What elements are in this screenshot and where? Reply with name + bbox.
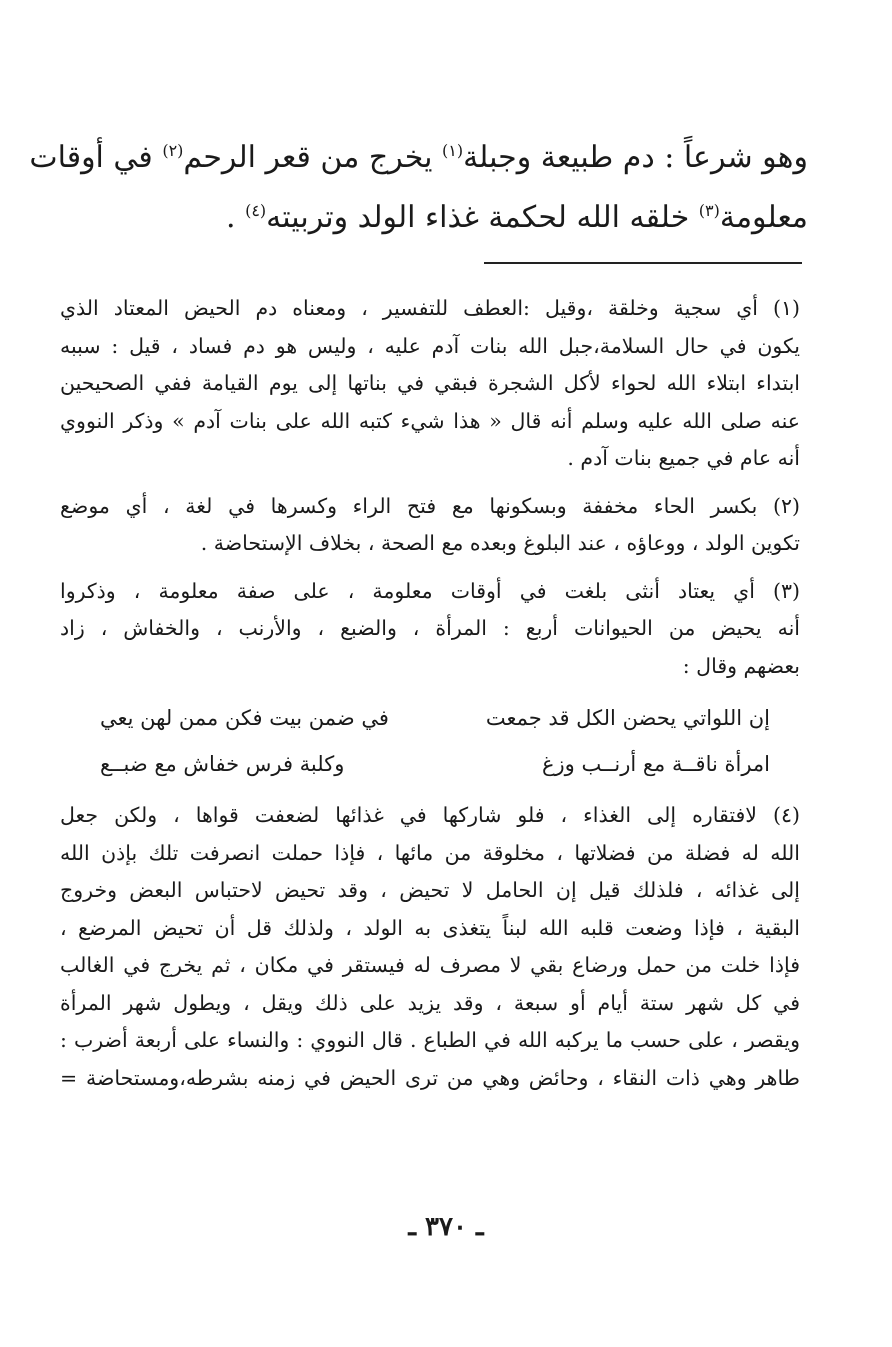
footnote-line: طاهر وهي ذات النقاء ، وحائض وهي من ترى الحيض في زمنه بشرطه،ومستحاضة = — [60, 1065, 800, 1090]
poem-verse-1 — [60, 695, 800, 741]
footnote-line: في كل شهر ستة أيام أو سبعة ، وقد يزيد على ذلك ويقل ، ويطول شهر المرأة — [60, 990, 800, 1015]
main-text-segment: خلقه الله لحكمة غذاء الولد وتربيته — [266, 200, 699, 235]
footnote-line: تكوين الولد ، ووعاؤه ، عند البلوغ وبعده مع الصحة ، بخلاف الإستحاضة . — [200, 531, 800, 555]
footnote-line: أنه يحيض من الحيوانات أربع : المرأة ، والضبع ، والأرنب ، والخفاش ، زاد — [60, 616, 800, 640]
footnote-separator — [484, 262, 802, 264]
footnote-line: ويقصر ، على حسب ما يركبه الله في الطباع . قال النووي : والنساء على أربعة أضرب : — [60, 1028, 800, 1052]
footnote-line: فإذا خلت من حمل ورضاع بقي لا مصرف له فيستقر في مكان ، ثم يخرج في الغالب — [60, 953, 800, 977]
main-text-segment: . — [225, 200, 246, 235]
footnote-ref-3: (٣) — [698, 201, 720, 220]
footnote-2 — [60, 488, 800, 563]
footnote-1 — [60, 290, 800, 478]
footnote-line: عنه صلى الله عليه وسلم أنه قال « هذا شيء كتبه الله على بنات آدم » وذكر النووي — [60, 408, 800, 433]
footnote-line: إلى غذائه ، فلذلك قيل إن الحامل لا تحيض ، وقد تحيض لاحتباس البعض وخروج — [60, 878, 800, 902]
footnote-line: (٢) بكسر الحاء مخففة وبسكونها مع فتح الراء وكسرها في لغة ، أي موضع — [60, 493, 800, 518]
footnote-line: (٤) لافتقاره إلى الغذاء ، فلو شاركها في غذائها لضعفت قواها ، ولكن جعل — [60, 803, 800, 827]
footnote-line: ابتداء ابتلاء الله لحواء لأكل الشجرة فبقي في بناتها إلى يوم القيامة ففي الصحيحين — [60, 371, 800, 395]
main-text-line-2 — [70, 188, 808, 248]
poem-hemistich-first: امرأة ناقــة مع أرنــب وزغ — [541, 752, 770, 776]
poem-verse-2 — [60, 741, 800, 787]
footnote-ref-1: (١) — [442, 141, 464, 160]
footnote-ref-4: (٤) — [245, 201, 267, 220]
poem-hemistich-first: إن اللواتي يحضن الكل قد جمعت — [485, 706, 770, 730]
main-text-segment: معلومة — [719, 200, 808, 235]
footnote-line: (١) أي سجية وخلقة ،وقيل :العطف للتفسير ، ومعناه دم الحيض المعتاد الذي — [60, 296, 800, 320]
page-number: ـ ٣٧٠ ـ — [408, 1212, 484, 1242]
poem — [60, 695, 800, 787]
poem-hemistich-second: وكلبة فرس خفاش مع ضبــع — [100, 752, 345, 776]
main-text-segment: يخرج من قعر الرحم — [183, 140, 442, 175]
footnote-4 — [60, 797, 800, 1097]
footnote-line: بعضهم وقال : — [682, 653, 800, 678]
footnote-3 — [60, 573, 800, 686]
footnote-line: (٣) أي يعتاد أنثى بلغت في أوقات معلومة ، على صفة معلومة ، وذكروا — [60, 578, 800, 603]
poem-hemistich-second: في ضمن بيت فكن ممن لهن يعي — [100, 706, 389, 730]
footnote-ref-2: (٢) — [162, 141, 184, 160]
main-text — [29, 128, 808, 248]
footnote-line: الله له فضلة من فضلاتها ، مخلوقة من مائها ، فإذا حملت انصرفت تلك بإذن الله — [60, 840, 800, 865]
main-text-line-1 — [29, 128, 808, 188]
main-text-segment: وهو شرعاً : دم طبيعة وجبلة — [463, 140, 808, 175]
footnote-line: يكون في حال السلامة،جبل الله بنات آدم عليه ، وليس هو دم فساد ، قيل : سببه — [60, 333, 800, 358]
main-text-segment: في أوقات — [29, 140, 163, 175]
footnotes — [60, 290, 800, 1107]
footnote-line: أنه عام في جميع بنات آدم . — [567, 446, 800, 470]
footnote-line: البقية ، فإذا وضعت قلبه الله لبناً يتغذى به الولد ، ولذلك قل أن تحيض المرضع ، — [60, 915, 800, 940]
